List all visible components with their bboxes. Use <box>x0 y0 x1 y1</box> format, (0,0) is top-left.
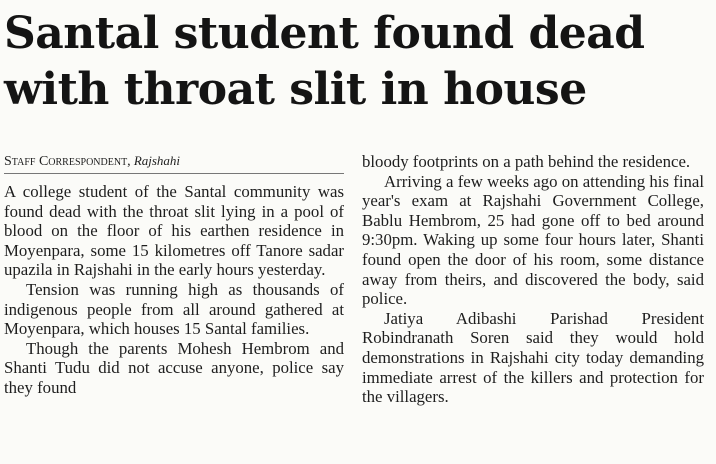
byline-location: Rajshahi <box>133 153 181 168</box>
byline-author: Staff Correspondent, <box>4 154 131 169</box>
byline <box>4 152 344 174</box>
paragraph: Jatiya Adibashi Parishad President Robindranath Soren said they would hold demonstrations in Rajshahi city today demanding immediate arrest of the killers and protection for the villagers. <box>362 308 704 407</box>
headline <box>4 6 712 118</box>
paragraph: Though the parents Mohesh Hembrom and Shanti Tudu did not accuse anyone, police say they found <box>4 338 344 397</box>
paragraph: Arriving a few weeks ago on attending his final year's exam at Rajshahi Government College, Bablu Hembrom, 25 had gone off to bed around 9:30pm. Waking up some four hours later, Shanti found open the door of his room, some distance away from theirs, and discovered the body, said police. <box>362 171 704 309</box>
paragraph: Tension was running high as thousands of indigenous people from all around gathered at Moyenpara, which houses 15 Santal families. <box>4 279 344 339</box>
article-column-right <box>362 152 704 407</box>
paragraph: A college student of the Santal community was found dead with the throat slit lying in a pool of blood on the floor of his earthen residence in Moyenpara, some 15 kilometres off Tanore sadar upazila in Rajshahi in the early hours yesterday. <box>4 182 344 280</box>
article-column-left <box>4 152 344 398</box>
headline-line-1: Santal student found dead <box>4 8 645 59</box>
headline-line-2: with throat slit in house <box>4 64 587 115</box>
paragraph: bloody footprints on a path behind the residence. <box>362 152 691 171</box>
